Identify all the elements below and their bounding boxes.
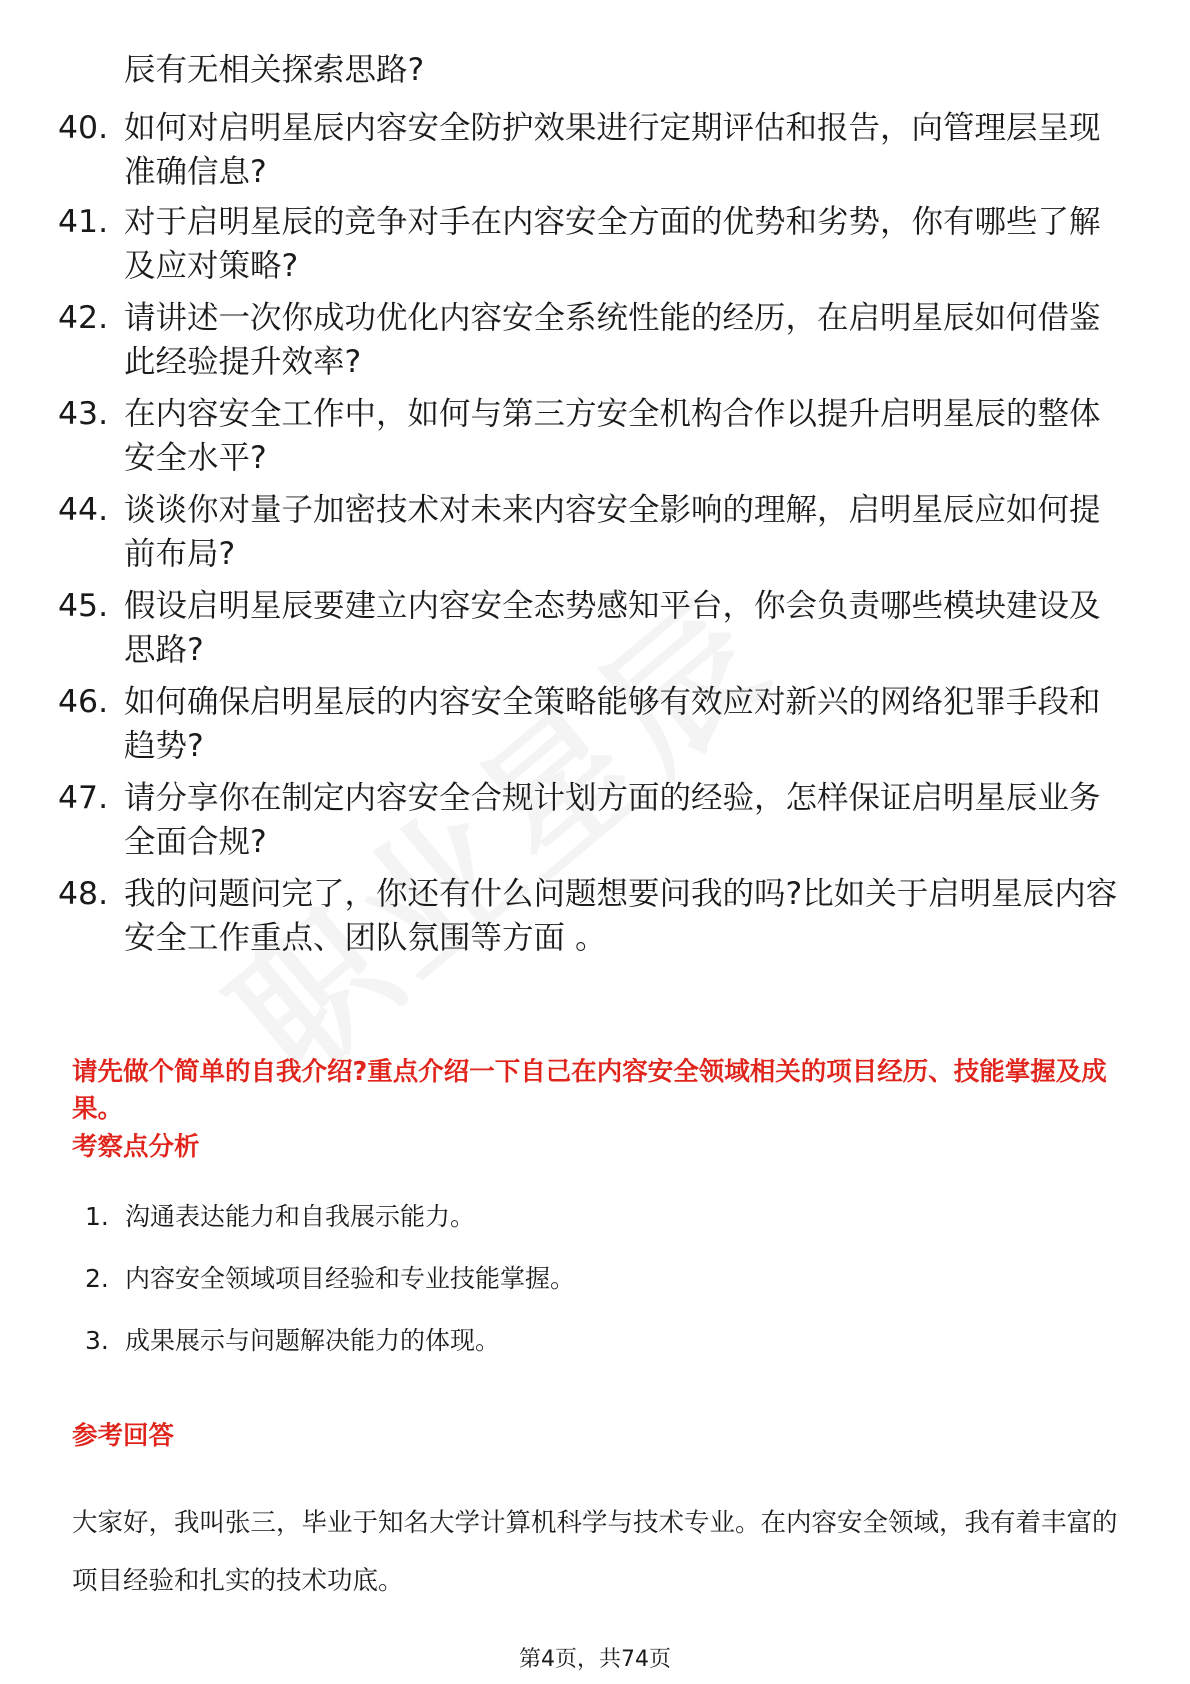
highlight-question: 请先做个简单的自我介绍?重点介绍一下自己在内容安全领域相关的项目经历、技能掌握及成果。 [72, 1057, 1107, 1124]
analysis-point [85, 1262, 575, 1296]
question-item [58, 872, 1118, 960]
question-item [58, 200, 1118, 288]
analysis-point [85, 1200, 475, 1234]
question-number: 41. [58, 204, 109, 240]
question-item [58, 680, 1118, 768]
point-text: 沟通表达能力和自我展示能力。 [125, 1202, 476, 1231]
question-number: 45. [58, 588, 109, 624]
point-number: 2. [85, 1264, 109, 1293]
question-number: 47. [58, 780, 109, 816]
question-item [58, 296, 1118, 384]
question-text: 假设启明星辰要建立内容安全态势感知平台，你会负责哪些模块建设及思路? [124, 588, 1101, 668]
question-number: 46. [58, 684, 109, 720]
question-text: 请分享你在制定内容安全合规计划方面的经验，怎样保证启明星辰业务全面合规? [124, 780, 1101, 860]
question-text: 请讲述一次你成功优化内容安全系统性能的经历，在启明星辰如何借鉴此经验提升效率? [124, 300, 1101, 380]
question-number: 44. [58, 492, 109, 528]
question-number: 42. [58, 300, 109, 336]
point-number: 1. [85, 1202, 109, 1231]
analysis-title: 考察点分析 [72, 1132, 200, 1162]
question-continuation [58, 48, 1118, 92]
question-number: 43. [58, 396, 109, 432]
analysis-point [85, 1324, 500, 1358]
question-text: 如何对启明星辰内容安全防护效果进行定期评估和报告，向管理层呈现准确信息? [124, 110, 1101, 190]
question-item [58, 106, 1118, 194]
reference-answer: 大家好，我叫张三，毕业于知名大学计算机科学与技术专业。在内容安全领域，我有着丰富的项目经验和扎实的技术功底。 [72, 1508, 1118, 1596]
question-text: 谈谈你对量子加密技术对未来内容安全影响的理解，启明星辰应如何提前布局? [124, 492, 1101, 572]
point-text: 成果展示与问题解决能力的体现。 [125, 1326, 501, 1355]
question-text: 我的问题问完了，你还有什么问题想要问我的吗?比如关于启明星辰内容安全工作重点、团队氛围等方面 。 [124, 876, 1118, 956]
question-number: 48. [58, 876, 109, 912]
question-item [58, 392, 1118, 480]
question-text: 如何确保启明星辰的内容安全策略能够有效应对新兴的网络犯罪手段和趋势? [124, 684, 1101, 764]
question-item [58, 584, 1118, 672]
point-text: 内容安全领域项目经验和专业技能掌握。 [125, 1264, 576, 1293]
point-number: 3. [85, 1326, 109, 1355]
question-item [58, 488, 1118, 576]
question-number: 40. [58, 110, 109, 146]
question-text: 在内容安全工作中，如何与第三方安全机构合作以提升启明星辰的整体安全水平? [124, 396, 1101, 476]
question-item [58, 776, 1118, 864]
reference-title: 参考回答 [72, 1421, 175, 1451]
page-footer: 第4页，共74页 [519, 1647, 671, 1672]
question-text: 辰有无相关探索思路? [124, 52, 425, 88]
question-text: 对于启明星辰的竞争对手在内容安全方面的优势和劣势，你有哪些了解及应对策略? [124, 204, 1101, 284]
